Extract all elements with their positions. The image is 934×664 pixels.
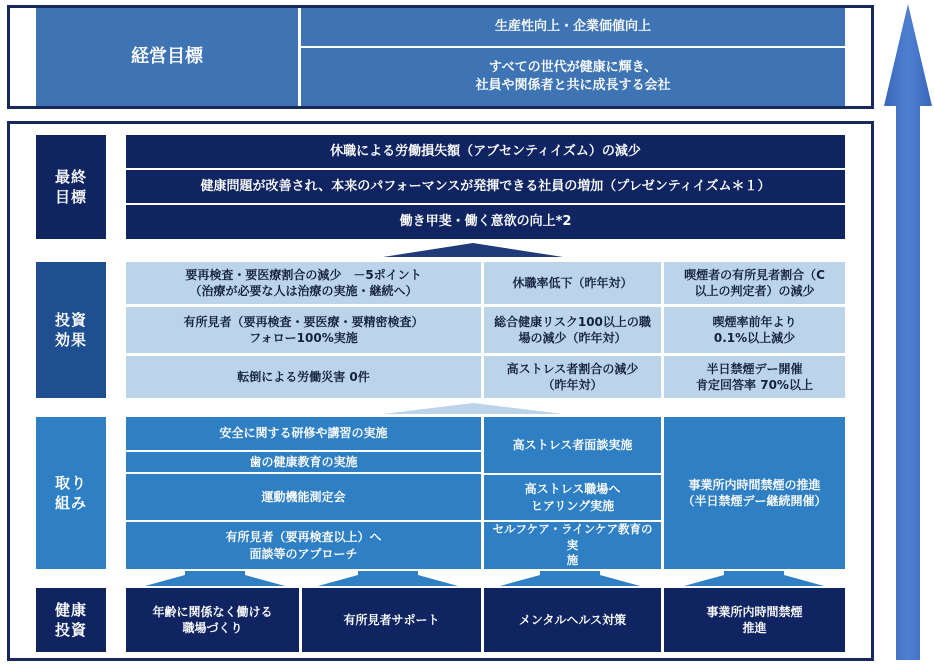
initiative-col2-item-1: 高ストレス者面談実施 — [484, 417, 661, 473]
initiatives-label: 取り 組み — [36, 417, 106, 569]
effect-col3-item-3: 半日禁煙デー開催 肯定回答率 70%以上 — [664, 356, 845, 398]
health-investment-item-4: 事業所内時間禁煙 推進 — [664, 588, 845, 652]
initiative-col2-item-3: セルフケア・ラインケア教育の実 施 — [484, 522, 661, 569]
final-goal-item-1: 休職による労働損失額（アブセンティイズム）の減少 — [126, 135, 845, 168]
initiative-col1-item-4: 有所見者（要再検査以上）へ 面談等のアプローチ — [126, 522, 481, 569]
effect-col1-item-2: 有所見者（要再検査・要医療・要精密検査） フォロー100%実施 — [126, 307, 481, 353]
up-arrow-icon — [318, 571, 458, 586]
management-goal-label: 経営目標 — [36, 8, 298, 106]
effect-col2-item-2: 総合健康リスク100以上の職 場の減少（昨年対） — [484, 307, 661, 353]
up-arrow-icon — [145, 571, 285, 586]
effect-col1-item-1: 要再検査・要医療割合の減少 －5ポイント （治療が必要な人は治療の実施・継続へ） — [126, 262, 481, 304]
up-arrow-icon — [383, 241, 563, 257]
effect-col3-item-1: 喫煙者の有所見者割合（C 以上の判定者）の減少 — [664, 262, 845, 304]
initiative-col1-item-3: 運動機能測定会 — [126, 474, 481, 520]
up-arrow-icon — [882, 2, 934, 662]
health-investment-label: 健康 投資 — [36, 588, 106, 652]
final-goal-item-2: 健康問題が改善され、本来のパフォーマンスが発揮できる社員の増加（プレゼンティイズム＊１） — [126, 170, 845, 203]
health-investment-item-2: 有所見者サポート — [302, 588, 481, 652]
up-arrow-icon — [684, 571, 824, 586]
up-arrow-icon — [500, 571, 640, 586]
investment-effect-label: 投資 効果 — [36, 262, 106, 398]
effect-col3-item-2: 喫煙率前年より 0.1%以上減少 — [664, 307, 845, 353]
final-goal-label: 最終 目標 — [36, 135, 106, 239]
initiative-col2-item-2: 高ストレス職場へ ヒアリング実施 — [484, 475, 661, 520]
initiative-col1-item-1: 安全に関する研修や講習の実施 — [126, 417, 481, 450]
management-goal-row1: 生産性向上・企業価値向上 — [301, 8, 845, 46]
up-arrow-icon — [383, 401, 563, 414]
health-investment-item-1: 年齢に関係なく働ける 職場づくり — [126, 588, 299, 652]
effect-col1-item-3: 転倒による労働災害 0件 — [126, 356, 481, 398]
final-goal-item-3: 働き甲斐・働く意欲の向上*2 — [126, 205, 845, 239]
effect-col2-item-1: 休職率低下（昨年対） — [484, 262, 661, 304]
management-goal-row2: すべての世代が健康に輝き、 社員や関係者と共に成長する会社 — [301, 48, 845, 106]
initiative-col1-item-2: 歯の健康教育の実施 — [126, 452, 481, 472]
health-investment-item-3: メンタルヘルス対策 — [484, 588, 661, 652]
initiative-col3-item: 事業所内時間禁煙の推進 （半日禁煙デー継続開催） — [664, 417, 845, 569]
effect-col2-item-3: 高ストレス者割合の減少 （昨年対） — [484, 356, 661, 398]
